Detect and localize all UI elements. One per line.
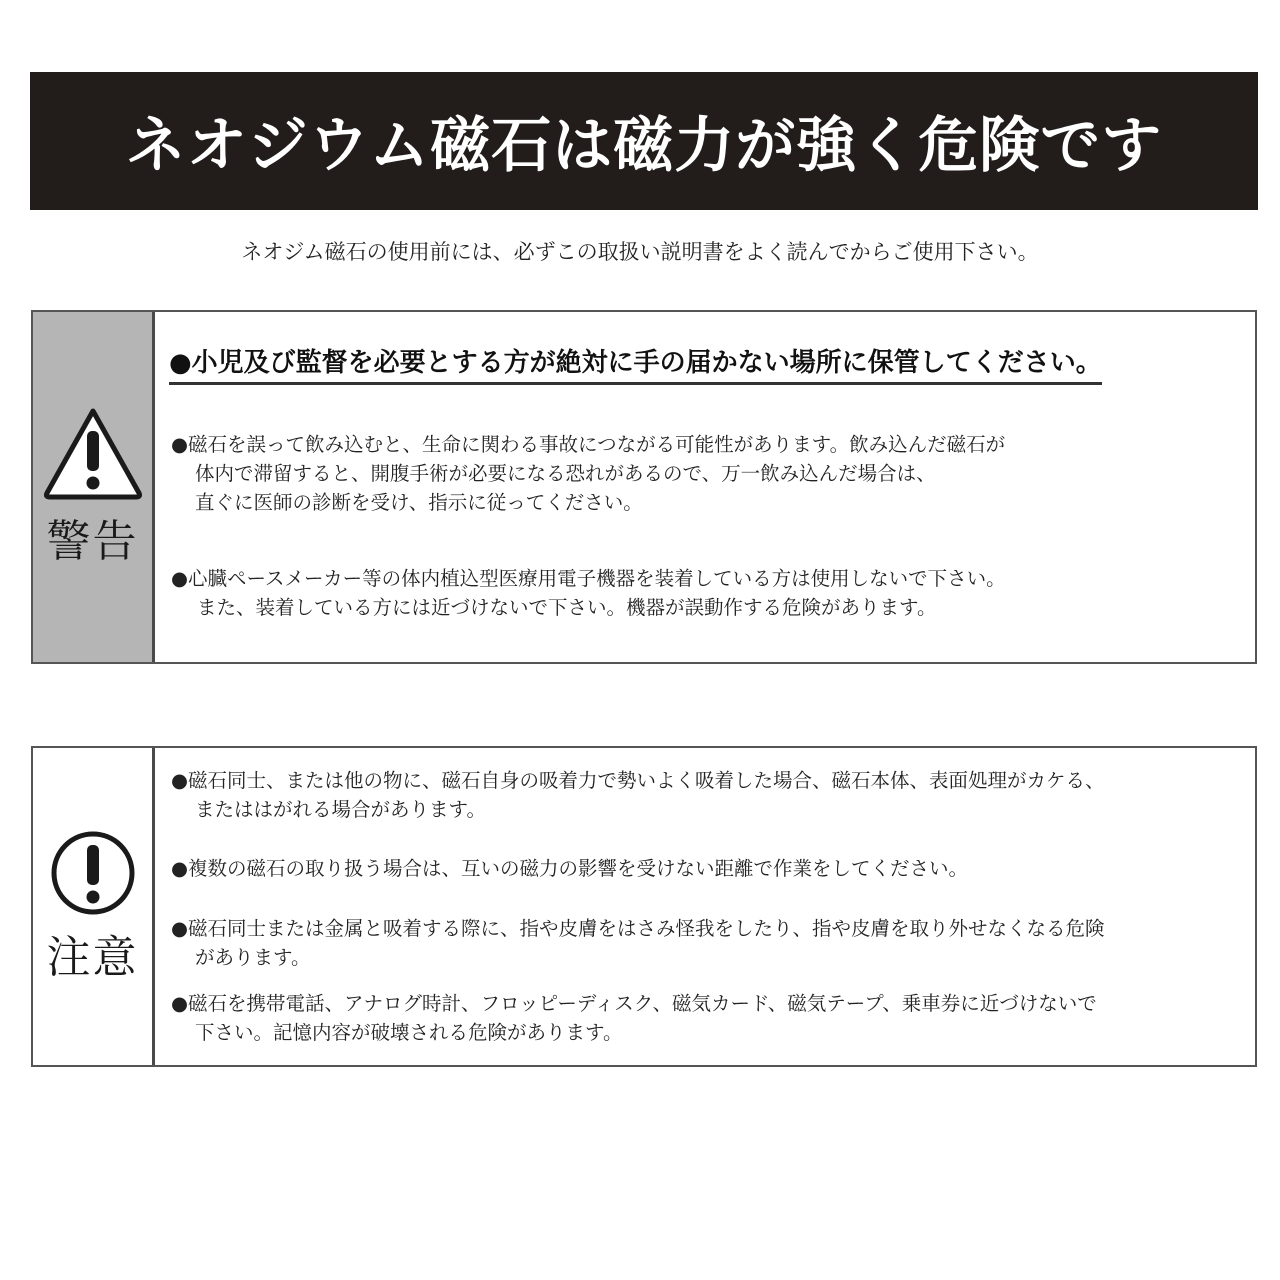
page-title: ネオジウム磁石は磁力が強く危険です bbox=[125, 111, 1163, 181]
caution-item-line: またははがれる場合があります。 bbox=[195, 798, 486, 821]
caution-item bbox=[171, 914, 1247, 972]
caution-box bbox=[31, 746, 1257, 1067]
warning-label: 警告 bbox=[46, 516, 139, 567]
warning-item-line: ●磁石を誤って飲み込むと、生命に関わる事故につながる可能性があります。飲み込んだ磁石が bbox=[171, 433, 1006, 456]
warning-triangle-icon bbox=[41, 405, 145, 501]
caution-side-panel bbox=[33, 748, 155, 1065]
warning-item-line: ●心臓ペースメーカー等の体内植込型医療用電子機器を装着している方は使用しないで下さい。 bbox=[171, 567, 1006, 590]
warning-content bbox=[155, 312, 1255, 662]
warning-item bbox=[171, 430, 1247, 517]
exclamation-circle-icon bbox=[49, 829, 137, 917]
caution-item-line: ●複数の磁石の取り扱う場合は、互いの磁力の影響を受けない距離で作業をしてください。 bbox=[171, 857, 969, 880]
warning-box bbox=[31, 310, 1257, 664]
caution-item bbox=[171, 989, 1247, 1047]
caution-label: 注意 bbox=[46, 931, 139, 983]
title-banner bbox=[30, 72, 1258, 210]
warning-headline: ●小児及び監督を必要とする方が絶対に手の届かない場所に保管してください。 bbox=[169, 342, 1102, 385]
caution-item-line: ●磁石同士または金属と吸着する際に、指や皮膚をはさみ怪我をしたり、指や皮膚を取り外せなくなる危険 bbox=[171, 917, 1105, 940]
warning-item-line: また、装着している方には近づけないで下さい。機器が誤動作する危険があります。 bbox=[197, 596, 937, 619]
caution-item bbox=[171, 854, 1247, 883]
warning-side-panel bbox=[33, 312, 155, 662]
caution-item-line: があります。 bbox=[195, 946, 311, 969]
caution-content bbox=[155, 748, 1255, 1065]
warning-item-line: 体内で滞留すると、開腹手術が必要になる恐れがあるので、万一飲み込んだ場合は、 bbox=[195, 462, 936, 485]
warning-item bbox=[171, 564, 1247, 622]
caution-item-line: ●磁石を携帯電話、アナログ時計、フロッピーディスク、磁気カード、磁気テープ、乗車券に近づけないで bbox=[171, 992, 1097, 1015]
warning-item-line: 直ぐに医師の診断を受け、指示に従ってください。 bbox=[195, 491, 643, 514]
caution-item-line: ●磁石同士、または他の物に、磁石自身の吸着力で勢いよく吸着した場合、磁石本体、表面処理がカケる、 bbox=[171, 769, 1105, 792]
caution-item-line: 下さい。記憶内容が破壊される危険があります。 bbox=[195, 1021, 623, 1044]
caution-item bbox=[171, 766, 1247, 824]
subtitle: ネオジム磁石の使用前には、必ずこの取扱い説明書をよく読んでからご使用下さい。 bbox=[241, 240, 1039, 264]
